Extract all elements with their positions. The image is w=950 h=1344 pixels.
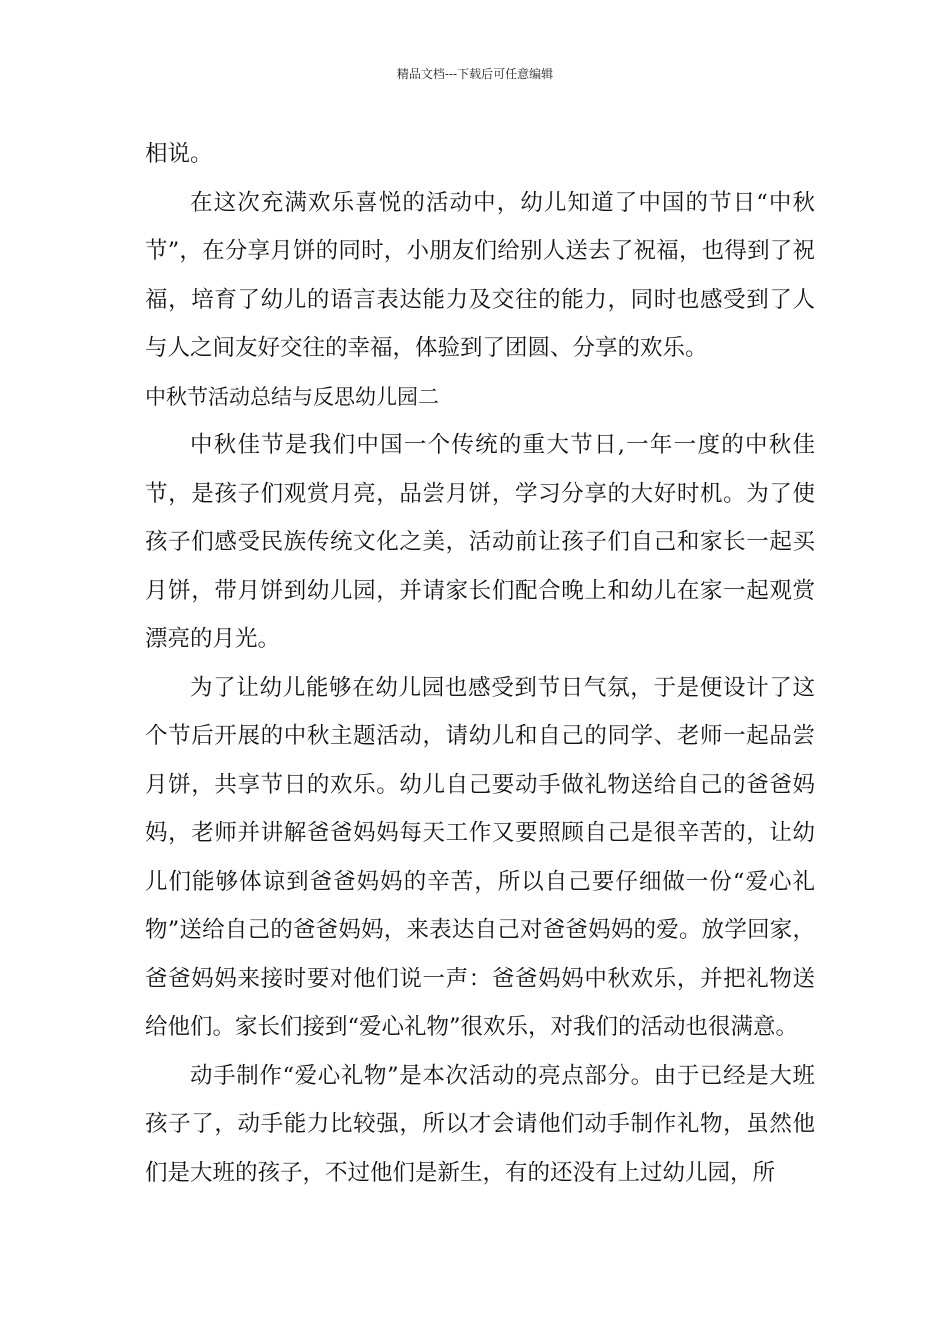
paragraph-summary: 在这次充满欢乐喜悦的活动中，幼儿知道了中国的节日“中秋节”，在分享月饼的同时，小朋友们给别人送去了祝福，也得到了祝福，培育了幼儿的语言表达能力及交往的能力，同时也感受到了人与人之间友好交往的幸福，体验到了团圆、分享的欢乐。 [145, 189, 815, 361]
document-body [145, 130, 815, 1197]
paragraph-activity: 为了让幼儿能够在幼儿园也感受到节日气氛，于是便设计了这个节后开展的中秋主题活动，请幼儿和自己的同学、老师一起品尝月饼，共享节日的欢乐。幼儿自己要动手做礼物送给自己的爸爸妈妈，老师并讲解爸爸妈妈每天工作又要照顾自己是很辛苦的，让幼儿们能够体谅到爸爸妈妈的辛苦，所以自己要仔细做一份“爱心礼物”送给自己的爸爸妈妈，来表达自己对爸爸妈妈的爱。放学回家，爸爸妈妈来接时要对他们说一声：爸爸妈妈中秋欢乐，并把礼物送给他们。家长们接到“爱心礼物”很欢乐，对我们的活动也很满意。 [145, 674, 815, 1040]
paragraph-highlight: 动手制作“爱心礼物”是本次活动的亮点部分。由于已经是大班孩子了，动手能力比较强，所以才会请他们动手制作礼物，虽然他们是大班的孩子，不过他们是新生，有的还没有上过幼儿园，所 [145, 1062, 815, 1186]
paragraph-intro: 中秋佳节是我们中国一个传统的重大节日,一年一度的中秋佳节，是孩子们观赏月亮，品尝月饼，学习分享的大好时机。为了使孩子们感受民族传统文化之美，活动前让孩子们自己和家长一起买月饼，带月饼到幼儿园，并请家长们配合晚上和幼儿在家一起观赏漂亮的月光。 [145, 432, 815, 652]
page-header: 精品文档---下载后可任意编辑 [396, 67, 554, 81]
paragraph-continuation: 相说。 [145, 141, 213, 167]
section-heading: 中秋节活动总结与反思幼儿园二 [145, 384, 439, 409]
